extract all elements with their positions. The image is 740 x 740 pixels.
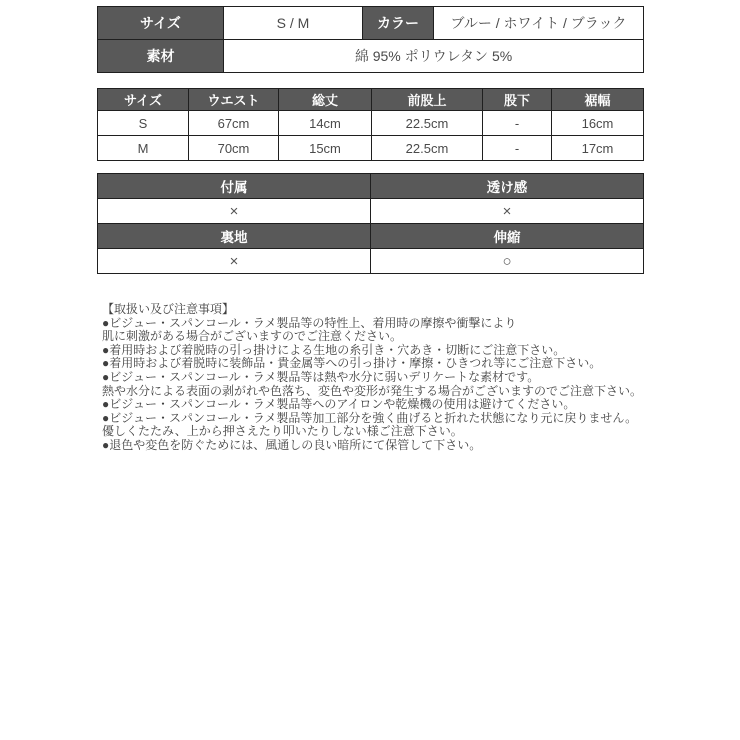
care-notes-title: 【取扱い及び注意事項】 [102,302,235,316]
size-label: サイズ [98,7,224,40]
measurements-table [97,88,644,161]
color-label: カラー [363,7,434,40]
cell-m-hem-width: 17cm [552,136,644,161]
care-note-line: 肌に刺激がある場合がございますのでご注意ください。 [102,329,403,344]
accessories-label: 付属 [98,174,371,199]
stretch-label: 伸縮 [371,224,644,249]
care-note-line: 熱や水分による表面の剥がれや色落ち、変色や変形が発生する場合がございますのでご注意下さい。 [102,383,643,398]
accessories-value: × [98,199,371,224]
cell-s-total-length: 14cm [279,111,372,136]
features-table [97,173,644,274]
features-header-row-2 [98,224,644,249]
spec-row-size-color [98,7,644,40]
cell-m-front-rise: 22.5cm [372,136,483,161]
col-header-total-length: 総丈 [279,89,372,111]
features-value-row-1 [98,199,644,224]
col-header-waist: ウエスト [189,89,279,111]
care-note-line: 優しくたたみ、上から押さえたり叩いたりしない様ご注意下さい。 [102,424,463,439]
features-value-row-2 [98,249,644,274]
care-note-line: ●ビジュー・スパンコール・ラメ製品等へのアイロンや乾燥機の使用は避けてください。 [102,397,576,412]
spec-summary-table [97,6,644,73]
measurements-row-s [98,111,644,136]
cell-s-hem-width: 16cm [552,111,644,136]
cell-m-waist: 70cm [189,136,279,161]
care-note-line: ●退色や変色を防ぐためには、風通しの良い暗所にて保管して下さい。 [102,437,482,452]
color-value: ブルー / ホワイト / ブラック [434,7,644,40]
care-note-line: ●ビジュー・スパンコール・ラメ製品等の特性上、着用時の摩擦や衝撃により [102,315,517,330]
col-header-hem-width: 裾幅 [552,89,644,111]
cell-s-inseam: - [483,111,552,136]
care-note-line: ●ビジュー・スパンコール・ラメ製品等加工部分を強く曲げると折れた状態になり元に戻りません。 [102,410,638,425]
col-header-size: サイズ [98,89,189,111]
cell-m-size: M [98,136,189,161]
material-label: 素材 [98,40,224,73]
col-header-front-rise: 前股上 [372,89,483,111]
cell-m-inseam: - [483,136,552,161]
cell-m-total-length: 15cm [279,136,372,161]
sheerness-value: × [371,199,644,224]
lining-label: 裏地 [98,224,371,249]
sheerness-label: 透け感 [371,174,644,199]
measurements-row-m [98,136,644,161]
care-notes [102,303,642,453]
care-note-line: ●着用時および着脱時に装飾品・貴金属等への引っ掛け・摩擦・ひきつれ等にご注意下さい。 [102,356,602,371]
care-note-line: ●着用時および着脱時の引っ掛けによる生地の糸引き・穴あき・切断にご注意下さい。 [102,342,566,357]
col-header-inseam: 股下 [483,89,552,111]
cell-s-waist: 67cm [189,111,279,136]
cell-s-front-rise: 22.5cm [372,111,483,136]
stretch-value: ○ [371,249,644,274]
spec-row-material [98,40,644,73]
size-value: S / M [224,7,363,40]
care-note-line: ●ビジュー・スパンコール・ラメ製品等は熱や水分に弱いデリケートな素材です。 [102,369,540,384]
features-header-row-1 [98,174,644,199]
lining-value: × [98,249,371,274]
cell-s-size: S [98,111,189,136]
measurements-header-row [98,89,644,111]
material-value: 綿 95% ポリウレタン 5% [224,40,644,73]
